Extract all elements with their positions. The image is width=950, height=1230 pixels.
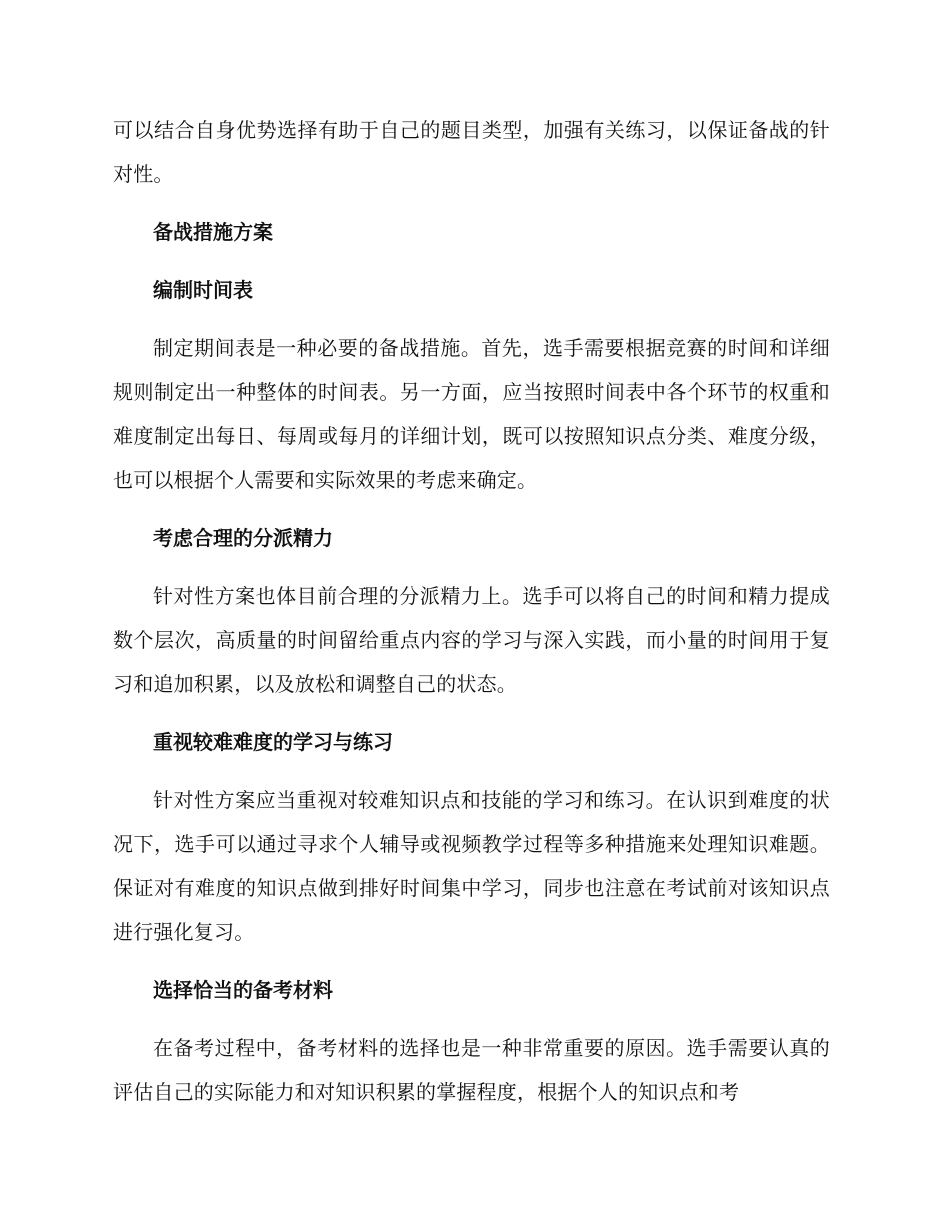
subsection-heading-difficulty: 重视较难难度的学习与练习 bbox=[153, 730, 393, 754]
subsection-body-materials: 在备考过程中，备考材料的选择也是一种非常重要的原因。选手需要认真的评估自己的实际能力和对知识积累的掌握程度，根据个人的知识点和考 bbox=[113, 1036, 830, 1104]
subsection-heading-schedule: 编制时间表 bbox=[153, 278, 253, 302]
subsection-body-schedule: 制定期间表是一种必要的备战措施。首先，选手需要根据竞赛的时间和详细规则制定出一种整体的时间表。另一方面，应当按照时间表中各个环节的权重和难度制定出每日、每周或每月的详细计划，既可以按照知识点分类、难度分级，也可以根据个人需要和实际效果的考虑来确定。 bbox=[113, 336, 830, 492]
subsection-body-difficulty: 针对性方案应当重视对较难知识点和技能的学习和练习。在认识到难度的状况下，选手可以通过寻求个人辅导或视频教学过程等多种措施来处理知识难题。保证对有难度的知识点做到排好时间集中学习，同步也注意在考试前对该知识点进行强化复习。 bbox=[113, 788, 830, 944]
document-page bbox=[113, 108, 830, 1114]
section-title: 备战措施方案 bbox=[153, 220, 273, 244]
subsection-heading-materials: 选择恰当的备考材料 bbox=[153, 978, 333, 1002]
subsection-heading-energy: 考虑合理的分派精力 bbox=[153, 526, 333, 550]
subsection-body-energy: 针对性方案也体目前合理的分派精力上。选手可以将自己的时间和精力提成数个层次，高质量的时间留给重点内容的学习与深入实践，而小量的时间用于复习和追加积累，以及放松和调整自己的状态。 bbox=[113, 584, 830, 696]
intro-paragraph: 可以结合自身优势选择有助于自己的题目类型，加强有关练习，以保证备战的针对性。 bbox=[113, 118, 830, 186]
